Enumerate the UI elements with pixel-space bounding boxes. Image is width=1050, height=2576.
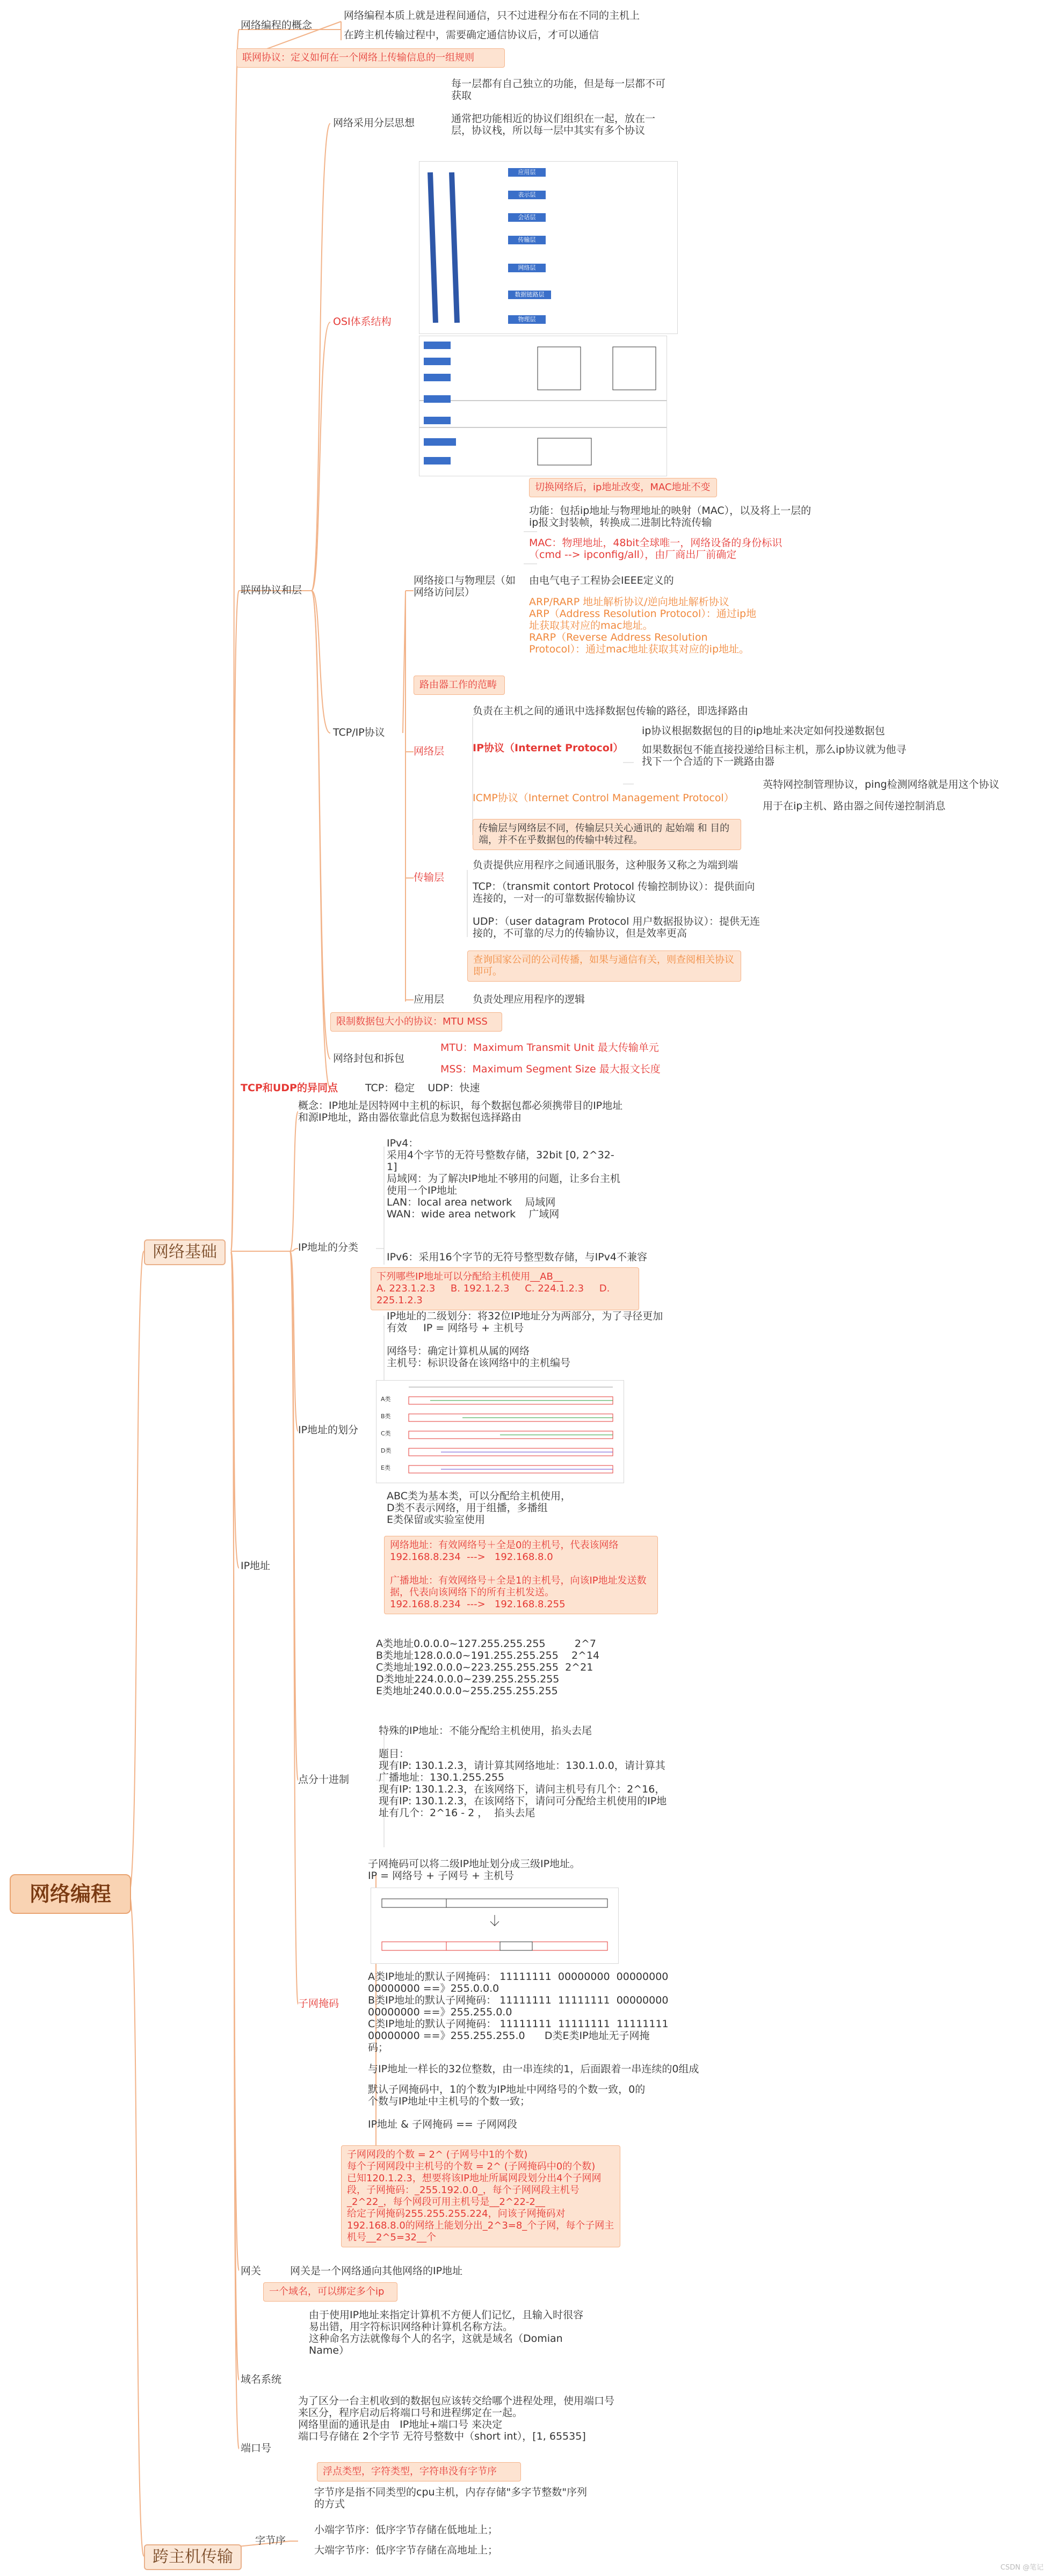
ieee-definition: 由电气电子工程协会IEEE定义的 (529, 575, 674, 586)
concept-item-2: 在跨主机传输过程中，需要确定通信协议后，才可以通信 (344, 29, 599, 41)
watermark: CSDN @笔记 (1000, 2564, 1044, 2572)
domain-note: 一个域名，可以绑定多个ip (263, 2282, 397, 2302)
ip-class-label[interactable]: IP地址的分类 (298, 1242, 359, 1253)
domain-system-desc: 由于使用IP地址来指定计算机不方便人们记忆，且输入时很容易出错，用字符标识网络种计算机名称方法。 这种命名方法就像每个人的名字，这就是域名（Domian Name） (309, 2309, 584, 2356)
app-layer-desc: 负责处理应用程序的逻辑 (473, 993, 585, 1005)
ip-division-terms: 网络号：确定计算机从属的网络 主机号：标识设备在该网络中的主机编号 (387, 1345, 571, 1369)
mss-definition: MSS：Maximum Segment Size 最大报文长度 (440, 1063, 661, 1075)
default-masks: A类IP地址的默认子网掩码： 11111111 00000000 00000000 00000000 ==》255.0.0.0 B类IP地址的默认子网掩码： 11111111 11111111 00000000 00000000 ==》255.255.0.0 C类IP地址的默认子网掩码： 11111111 11111111 11111111 00000000 ==》255.255.255.0 D类E类IP地址无子网掩码； (368, 1971, 669, 2053)
ip-class-ranges: A类地址0.0.0.0~127.255.255.255 2^7 B类地址128.0.0.0~191.255.255.255 2^14 C类地址192.0.0.0~223.255.255.255 2^21 D类地址224.0.0.0~239.255.255.255 E类地址240.0.0.0~255.255.255.255 (376, 1638, 600, 1697)
mask-and-desc: IP地址 & 子网掩码 == 子网网段 (368, 2118, 517, 2130)
branch-network-basics[interactable]: 网络基础 (144, 1239, 226, 1265)
ipv4-description: IPv4： 采用4个字节的无符号整数存储，32bit [0, 2^32-1] 局域网：为了解决IP地址不够用的问题，让多台主机使用一个IP地址 LAN：local area network 局域网 WAN：wide area network 广域网 (387, 1137, 621, 1220)
ipv6-description: IPv6：采用16个字节的无符号整型数存储，与IPv4不兼容 (387, 1251, 647, 1263)
tcp-udp-desc: TCP：稳定 UDP：快速 (365, 1082, 480, 1094)
tcpip-figure (419, 336, 667, 476)
byte-order-desc: 字节序是指不同类型的cpu主机，内存存储"多字节整数"序列的方式 (314, 2486, 588, 2510)
subnet-figure (371, 1888, 619, 1964)
port-desc: 为了区分一台主机收到的数据包应该转交给哪个进程处理，使用端口号来区分，程序启动后将端口号和进程绑定在一起。 网络里面的通讯是由 IP地址+端口号 来决定 端口号存储在 2个字节 无符号整数中（short int），[1, 65535] (298, 2395, 615, 2442)
ip-quiz-note: 下列哪些IP地址可以分配给主机使用__AB__ A. 223.1.2.3 B. 192.1.2.3 C. 224.1.2.3 D. 225.1.2.3 (371, 1267, 639, 1310)
endian-note: 浮点类型，字符类型，字符串没有字节序 (317, 2462, 521, 2481)
class-row-c: C类 (381, 1430, 391, 1437)
fig2-box (424, 374, 451, 381)
concept-item-1: 网络编程本质上就是进程间通信，只不过进程分布在不同的主机上 (344, 10, 640, 21)
root-node[interactable]: 网络编程 (10, 1874, 131, 1914)
udp-description: UDP：（user datagram Protocol 用户数据报协议）：提供无连接的，不可靠的尽力的传输协议，但是效率更高 (473, 916, 760, 939)
subnet-mask-label[interactable]: 子网掩码 (298, 1998, 339, 2009)
tcpip-figure-lines (419, 336, 667, 476)
subnet-figure-bars (371, 1888, 618, 1963)
ip-class-figure (376, 1380, 624, 1483)
app-layer-label[interactable]: 应用层 (414, 993, 445, 1005)
layered-label[interactable]: 网络采用分层思想 (333, 117, 415, 129)
ip-protocol-label[interactable]: IP协议（Internet Protocol） (473, 742, 624, 754)
port-label[interactable]: 端口号 (241, 2442, 272, 2454)
mac-description: MAC：物理地址，48bit全球唯一，网络设备的身份标识（cmd --> ipconfig/all），由厂商出厂前确定 (529, 537, 783, 561)
big-endian: 大端字节序：低序字节存储在高地址上； (314, 2544, 498, 2556)
protocol-note: 联网协议：定义如何在一个网络上传输信息的一组规则 (236, 48, 505, 68)
osi-layer-transport: 传输层 (508, 236, 546, 244)
layered-item-2: 通常把功能相近的协议们组织在一起，放在一层，协议栈，所以每一层中其实有多个协议 (451, 113, 656, 136)
network-layer-desc: 负责在主机之间的通讯中选择数据包传输的路径，即选择路由 (473, 705, 749, 717)
subnet-calc-note: 子网网段的个数 = 2^ (子网号中1的个数) 每个子网网段中主机号的个数 = 2^ (子网掩码中0的个数) 已知120.1.2.3，想要将该IP地址所属网段划分出4个子网网段，子网掩码：_255.192.0.0_，每个子网网段主机号_2^22_，每个网段可用主机号是__2^22-2__ 给定子网掩码255.255.255.224，问该子网掩码对192.168.8.0的网络上能划分出_2^3=8_个子网，每个子网主机号__2^5=32__个 (341, 2145, 620, 2247)
router-note: 路由器工作的范畴 (414, 676, 505, 695)
link-layer-function: 功能：包括ip地址与物理地址的映射（MAC），以及将上一层的ip报文封装帧，转换成二进制比特流传输 (529, 505, 812, 528)
switch-network-note: 切换网络后，ip地址改变，MAC地址不变 (529, 478, 717, 497)
osi-layer-session: 会话层 (508, 213, 546, 222)
layered-item-1: 每一层都有自己独立的功能，但是每一层都不可获取 (451, 78, 666, 101)
osi-layer-network: 网络层 (508, 264, 546, 272)
class-row-a: A类 (381, 1396, 391, 1403)
fig2-box (424, 395, 451, 403)
ip-protocol-item-1: ip协议根据数据包的目的ip地址来决定如何投递数据包 (642, 725, 885, 737)
network-layer-label[interactable]: 网络层 (414, 745, 445, 757)
concept-label[interactable]: 网络编程的概念 (241, 19, 313, 31)
ip-address-label[interactable]: IP地址 (241, 1560, 271, 1572)
class-row-d: D类 (381, 1447, 392, 1454)
tcpip-label[interactable]: TCP/IP协议 (333, 727, 385, 738)
little-endian: 小端字节序：低序字节存储在低地址上； (314, 2524, 498, 2536)
ip-protocol-item-2: 如果数据包不能直接投递给目标主机，那么ip协议就为他寻找下一个合适的下一跳路由器 (642, 744, 907, 767)
link-layer-label[interactable]: 网络接口与物理层（如网络访问层） (414, 575, 516, 598)
subnet-mask-desc: 子网掩码可以将二级IP地址划分成三级IP地址。 IP = 网络号 + 子网号 + 主机号 (368, 1858, 581, 1882)
icmp-label[interactable]: ICMP协议（Internet Control Management Protocol） (473, 792, 734, 804)
osi-layer-physical: 物理层 (508, 315, 546, 324)
mask-bits-desc: 与IP地址一样长的32位整数，由一串连续的1，后面跟着一串连续的0组成 (368, 2063, 699, 2075)
mtu-definition: MTU：Maximum Transmit Unit 最大传输单元 (440, 1042, 659, 1054)
tcp-description: TCP：（transmit contort Protocol 传输控制协议）：提供面向连接的，一对一的可靠数据传输协议 (473, 881, 755, 904)
ip-division-label[interactable]: IP地址的划分 (298, 1424, 359, 1436)
query-note: 查询国家公司的公司传播，如果与通信有关，则查阅相关协议即可。 (467, 950, 741, 982)
special-ip-desc: 特殊的IP地址：不能分配给主机使用，掐头去尾 (379, 1725, 592, 1737)
class-row-e: E类 (381, 1464, 390, 1471)
fig2-box (424, 457, 451, 465)
fig2-box (424, 438, 456, 446)
mask-default-desc: 默认子网掩码中，1的个数为IP地址中网络号的个数一致，0的个数与IP地址中主机号的个数一致； (368, 2084, 646, 2107)
fig2-box (424, 342, 451, 349)
domain-system-label[interactable]: 域名系统 (241, 2374, 282, 2385)
network-broadcast-note: 网络地址：有效网络号＋全是0的主机号，代表该网络 192.168.8.234 ---> 192.168.8.0 广播地址：有效网络号＋全是1的主机号，向该IP地址发送数据，代表向该网络下的所有主机发送。 192.168.8.234 ---> 192.168.8.255 (384, 1536, 658, 1614)
gateway-desc: 网关是一个网络通向其他网络的IP地址 (290, 2265, 463, 2277)
icmp-item-1: 英特网控制管理协议，ping检测网络就是用这个协议 (763, 779, 1000, 790)
ip-class-figure-bars (376, 1381, 624, 1483)
tcp-udp-label[interactable]: TCP和UDP的异同点 (241, 1082, 338, 1094)
class-row-b: B类 (381, 1413, 391, 1420)
ip-exercise: 题目： 现有IP: 130.1.2.3，请计算其网络地址：130.1.0.0，请计算其广播地址：130.1.255.255 现有IP: 130.1.2.3，在该网络下，请问主机号有几个：2^16， 现有IP: 130.1.2.3，在该网络下，请问可分配给主机使用的IP地址有几个：2^16 - 2 ， 掐头去尾 (379, 1748, 667, 1819)
internet-protocol-label[interactable]: 联网协议和层 (241, 584, 302, 596)
branch-cross-host[interactable]: 跨主机传输 (144, 2544, 242, 2570)
byte-order-label[interactable]: 字节序 (255, 2535, 286, 2546)
fig2-box (424, 358, 451, 365)
dotted-decimal-label[interactable]: 点分十进制 (298, 1774, 350, 1786)
osi-label[interactable]: OSI体系结构 (333, 316, 392, 328)
osi-layer-app: 应用层 (508, 168, 546, 177)
ip-class-usage: ABC类为基本类，可以分配给主机使用， D类不表示网络，用于组播，多播组 E类保留或实验室使用 (387, 1490, 571, 1526)
gateway-label[interactable]: 网关 (241, 2265, 262, 2277)
ip-division-desc: IP地址的二级划分：将32位IP地址分为两部分，为了寻径更加有效 IP = 网络号 + 主机号 (387, 1310, 663, 1334)
ip-concept: 概念：IP地址是因特网中主机的标识，每个数据包都必须携带目的IP地址和源IP地址，路由器依靠此信息为数据包选择路由 (298, 1100, 623, 1123)
arp-description: ARP/RARP 地址解析协议/逆向地址解析协议 ARP（Address Resolution Protocol）：通过ip地址获取其对应的mac地址。 RARP（Reverse Address Resolution Protocol）：通过mac地址获取其对应的ip地址。 (529, 596, 757, 655)
mtu-mss-note: 限制数据包大小的协议：MTU MSS (330, 1012, 502, 1032)
fig2-box (424, 417, 451, 424)
packaging-label[interactable]: 网络封包和拆包 (333, 1053, 405, 1064)
osi-layer-presentation: 表示层 (508, 191, 546, 199)
icmp-item-2: 用于在ip主机、路由器之间传递控制消息 (763, 800, 946, 812)
transport-note: 传输层与网络层不同，传输层只关心通讯的 起始端 和 目的端，并不在乎数据包的传输中转过程。 (473, 819, 741, 850)
osi-figure-arrows (419, 162, 677, 333)
osi-layer-datalink: 数据链路层 (508, 291, 551, 299)
transport-layer-desc: 负责提供应用程序之间通讯服务，这种服务又称之为端到端 (473, 859, 738, 871)
osi-figure (419, 161, 678, 334)
transport-layer-label[interactable]: 传输层 (414, 872, 445, 883)
